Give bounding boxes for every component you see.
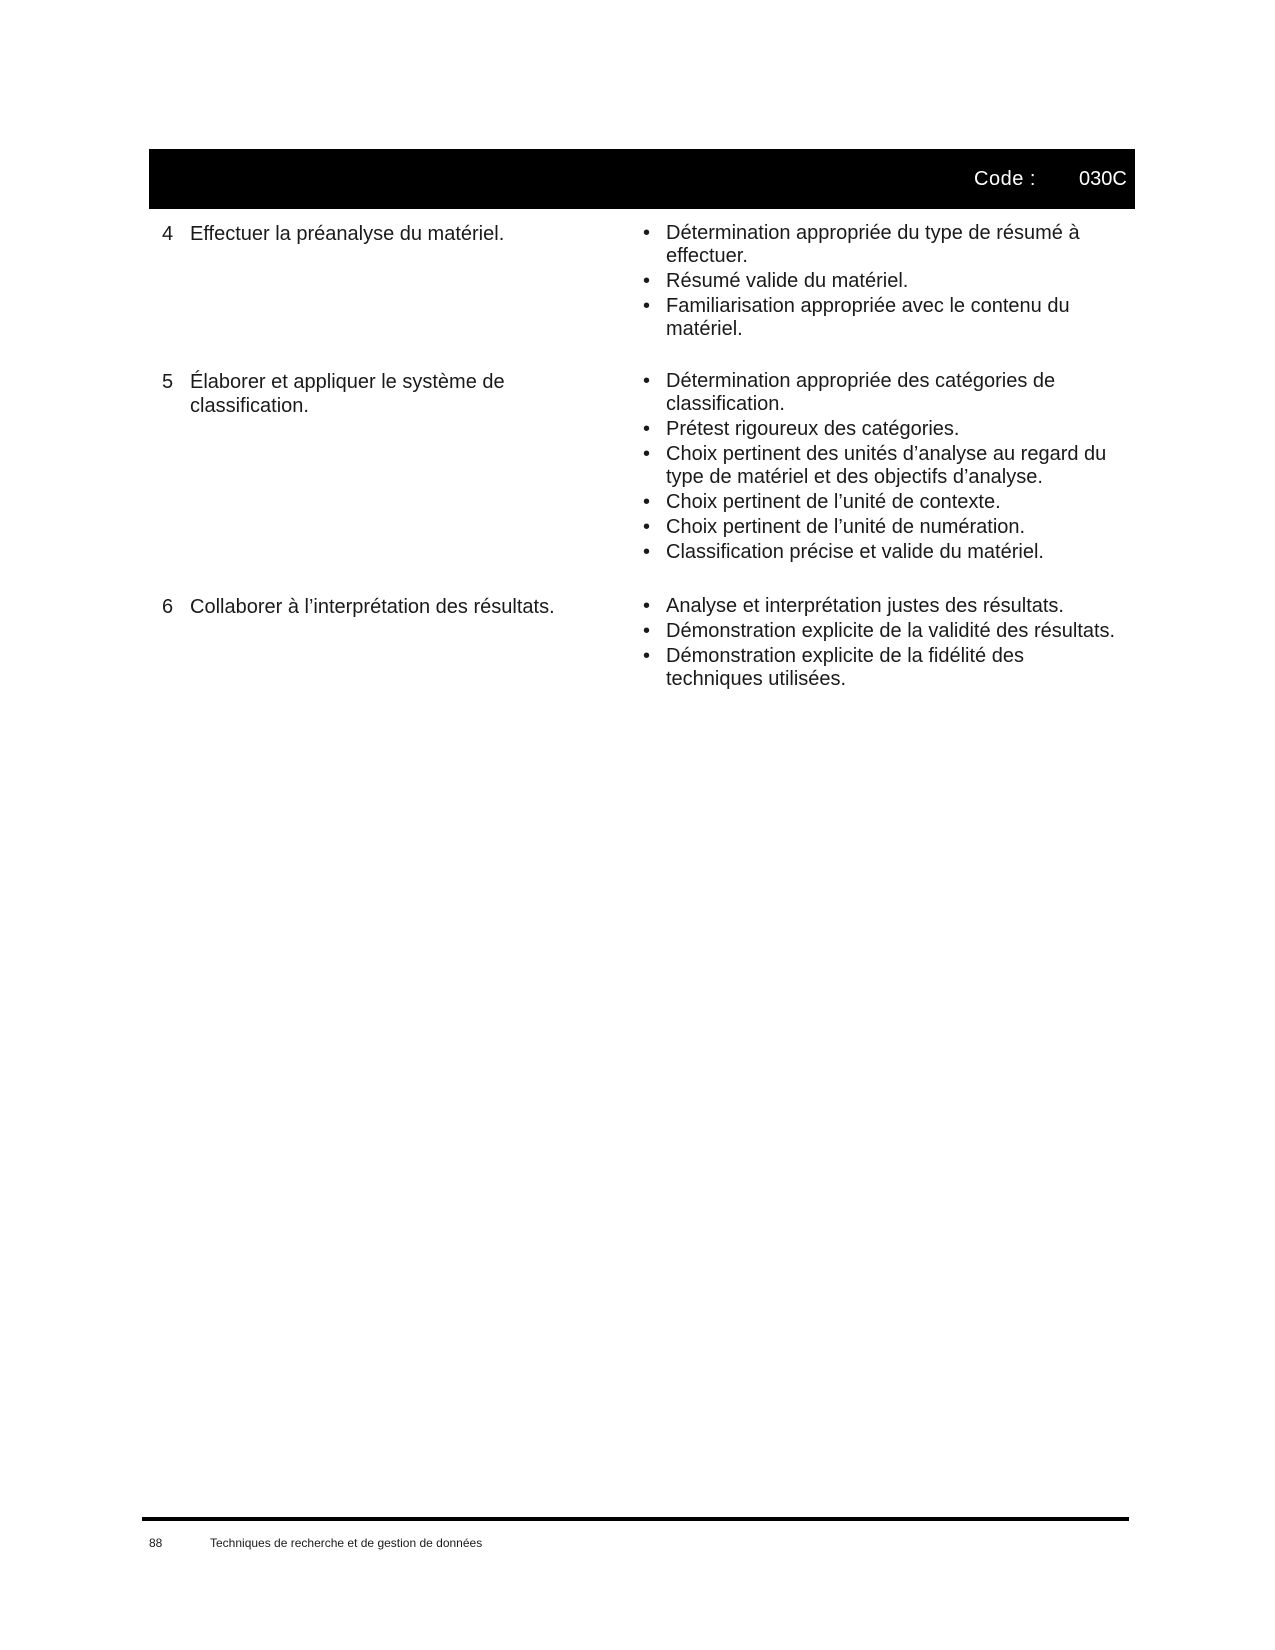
competency-table (149, 222, 1135, 755)
bullet-icon: • (643, 270, 651, 292)
criteria-cell (639, 370, 1135, 595)
code-value: 030C (1079, 168, 1127, 190)
element-label: Élaborer et appliquer le système de classification. (190, 371, 505, 417)
page-number: 88 (149, 1536, 163, 1550)
element-cell (149, 222, 639, 370)
table-row (149, 370, 1135, 595)
bullet-icon: • (643, 645, 651, 667)
bullet-icon: • (643, 491, 651, 513)
list-item: • Détermination appropriée du type de résumé à effectuer. (643, 222, 1080, 267)
element-label: Effectuer la préanalyse du matériel. (190, 223, 505, 245)
element-cell (149, 370, 639, 595)
bullet-icon: • (643, 620, 651, 642)
bullet-icon: • (643, 370, 651, 392)
bullet-icon: • (643, 443, 651, 465)
table-row (149, 222, 1135, 370)
element-label: Collaborer à l’interprétation des résultats. (190, 596, 555, 618)
header-bar (149, 149, 1135, 209)
bullet-icon: • (643, 295, 651, 317)
element-number: 6 (162, 596, 174, 618)
criteria-cell (639, 222, 1135, 370)
criteria-list (639, 370, 1135, 564)
list-item: • Démonstration explicite de la validité des résultats. (643, 620, 1116, 642)
list-item: • Choix pertinent de l’unité de contexte. (643, 491, 1001, 513)
footer-rule (142, 1517, 1129, 1521)
criteria-list (639, 222, 1135, 341)
document-title: Techniques de recherche et de gestion de données (210, 1536, 483, 1550)
bullet-icon: • (643, 222, 651, 244)
list-item: • Classification précise et valide du matériel. (643, 541, 1044, 563)
list-item: • Familiarisation appropriée avec le contenu du matériel. (643, 295, 1070, 340)
criteria-cell (639, 595, 1135, 755)
element-number: 5 (162, 371, 174, 393)
table-row (149, 595, 1135, 755)
list-item: • Détermination appropriée des catégories de classification. (643, 370, 1056, 415)
bullet-icon: • (643, 595, 651, 617)
criteria-list (639, 595, 1135, 691)
element-cell (149, 595, 639, 755)
list-item: • Choix pertinent des unités d’analyse au regard du type de matériel et des objectifs d’analyse. (643, 443, 1107, 488)
bullet-icon: • (643, 516, 651, 538)
code-label: Code : (974, 168, 1036, 190)
list-item: • Prétest rigoureux des catégories. (643, 418, 960, 440)
list-item: • Démonstration explicite de la fidélité des techniques utilisées. (643, 645, 1024, 690)
list-item: • Résumé valide du matériel. (643, 270, 909, 292)
list-item: • Analyse et interprétation justes des résultats. (643, 595, 1064, 617)
bullet-icon: • (643, 418, 651, 440)
bullet-icon: • (643, 541, 651, 563)
element-number: 4 (162, 223, 174, 245)
list-item: • Choix pertinent de l’unité de numération. (643, 516, 1026, 538)
